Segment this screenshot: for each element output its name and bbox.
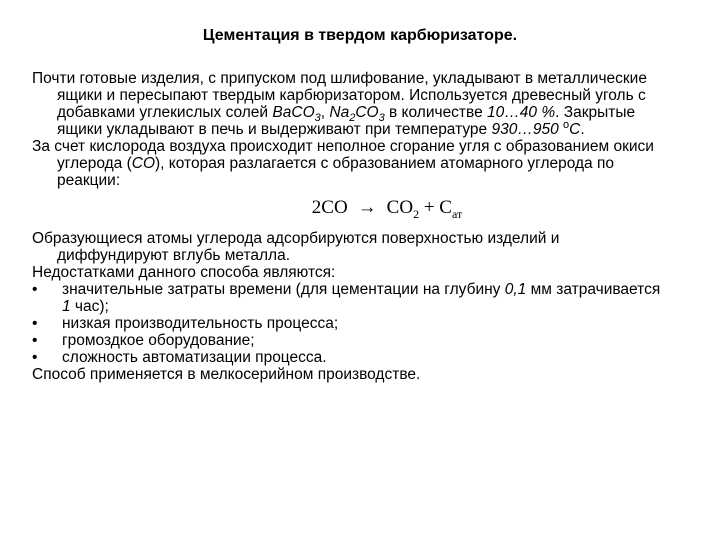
- paragraph-disadvantages-heading: Недостатками данного способа являются:: [32, 264, 336, 281]
- bullet-item: [32, 349, 672, 366]
- paragraph-oxygen-combustion: [32, 138, 672, 189]
- bullet-item: [32, 315, 672, 332]
- text-co: CO: [355, 104, 379, 121]
- text-ba: Ba: [272, 104, 292, 121]
- bullet-text: низкая производительность процесса;: [62, 315, 339, 332]
- text-co: CO: [291, 104, 315, 121]
- text-segment: ), которая разлагается с образованием атомарного углерода по реакции:: [57, 155, 614, 189]
- subscript-2: 2: [413, 206, 420, 221]
- bullet-dot: •: [32, 332, 38, 349]
- subscript-at: ат: [451, 206, 463, 221]
- bullet-dot: •: [32, 315, 38, 332]
- subscript-3: 3: [314, 112, 321, 125]
- formula-baco3: [272, 104, 321, 125]
- text-period: .: [580, 121, 585, 138]
- formula-co: CO: [131, 155, 156, 172]
- text-comma: ,: [320, 104, 330, 121]
- depth-value: 0,1: [504, 281, 527, 298]
- text-segment: в количестве: [384, 104, 488, 121]
- temperature-range: 930…950: [491, 121, 564, 138]
- text-segment: Почти готовые изделия, с припуском под шлифование, укладывают в металлические ящики и пересыпают твердым карбюризатором. Используется древесный уголь с добавками углекислых солей: [32, 70, 647, 121]
- formula-lhs: 2CO: [311, 197, 348, 218]
- temperature-unit: C: [569, 121, 581, 138]
- hours-value: 1: [62, 298, 71, 315]
- bullet-text: громоздкое оборудование;: [62, 332, 255, 349]
- paragraph-carburizer-packing: [32, 70, 672, 138]
- degree-mark: o: [563, 118, 570, 131]
- text-na: Na: [329, 104, 350, 121]
- formula-co2: CO: [386, 197, 414, 218]
- bullet-item: [32, 281, 672, 315]
- text-segment: час);: [70, 298, 109, 315]
- text-segment: . Закрытые ящики укладывают в печь и выдерживают при температуре: [57, 104, 636, 138]
- bullet-item: [32, 332, 672, 349]
- subscript-3: 3: [378, 112, 385, 125]
- bullet-dot: •: [32, 281, 38, 298]
- bullet-dot: •: [32, 349, 38, 366]
- bullet-text: [62, 281, 660, 315]
- formula-plus-c: + C: [423, 197, 452, 218]
- reaction-equation: [32, 197, 672, 219]
- text-segment: За счет кислорода воздуха происходит неполное сгорание угля с образованием окиси углерода (: [32, 138, 654, 172]
- amount-range: 10…40 %: [487, 104, 556, 121]
- text-segment: значительные затраты времени (для цементации на глубину: [62, 281, 505, 298]
- paragraph-adsorption: Образующиеся атомы углерода адсорбируются поверхностью изделий и диффундируют вглубь металла.: [32, 230, 560, 264]
- reaction-arrow: →: [357, 197, 377, 218]
- subscript-2: 2: [349, 112, 356, 125]
- paragraph-application: Способ применяется в мелкосерийном производстве.: [32, 366, 421, 383]
- formula-na2co3: [329, 104, 385, 125]
- slide-body: [32, 70, 672, 383]
- bullet-text: сложность автоматизации процесса.: [62, 349, 327, 366]
- text-segment: мм затрачивается: [526, 281, 661, 298]
- slide-title: Цементация в твердом карбюризаторе.: [202, 27, 518, 44]
